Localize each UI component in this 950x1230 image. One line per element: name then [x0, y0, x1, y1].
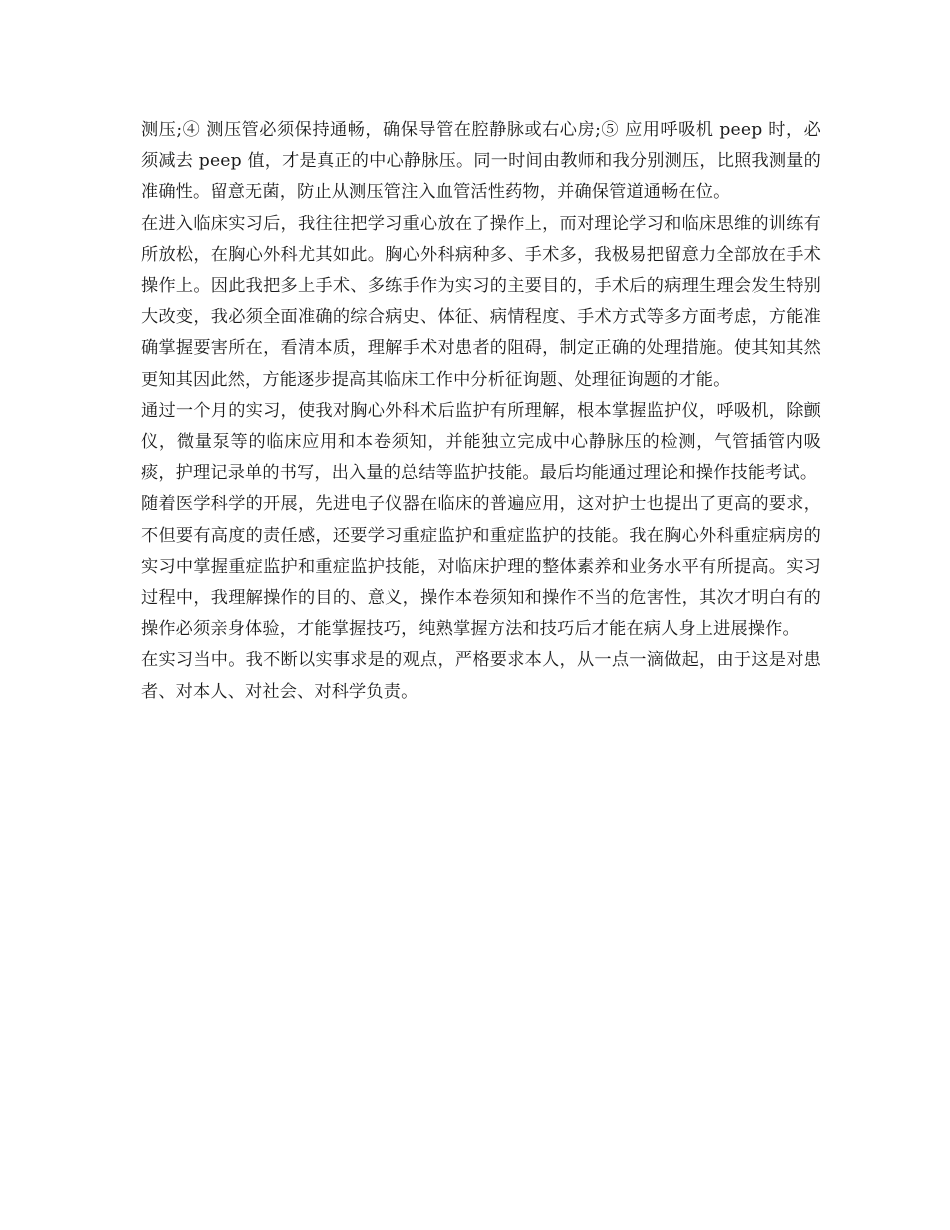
paragraph: 在实习当中。我不断以实事求是的观点，严格要求本人，从一点一滴做起，由于这是对患者、对本人、对社会、对科学负责。 [141, 650, 821, 702]
paragraph: 通过一个月的实习，使我对胸心外科术后监护有所理解，根本掌握监护仪，呼吸机，除颤仪，微量泵等的临床应用和本卷须知，并能独立完成中心静脉压的检测，气管插管内吸痰，护理记录单的书写，出入量的总结等监护技能。最后均能通过理论和操作技能考试。 [141, 400, 821, 484]
paragraph: 测压;④ 测压管必须保持通畅，确保导管在腔静脉或右心房;⑤ 应用呼吸机 peep 时，必须减去 peep 值，才是真正的中心静脉压。同一时间由教师和我分别测压，比照我测量的准确性。留意无菌，防止从测压管注入血管活性药物，并确保管道通畅在位。 [141, 120, 821, 203]
document-body [141, 115, 821, 708]
paragraph: 在进入临床实习后，我往往把学习重心放在了操作上，而对理论学习和临床思维的训练有所放松，在胸心外科尤其如此。胸心外科病种多、手术多，我极易把留意力全部放在手术操作上。因此我把多上手术、多练手作为实习的主要目的，手术后的病理生理会发生特别大改变，我必须全面准确的综合病史、体征、病情程度、手术方式等多方面考虑，方能准确掌握要害所在，看清本质，理解手术对患者的阻碍，制定正确的处理措施。使其知其然更知其因此然，方能逐步提高其临床工作中分析征询题、处理征询题的才能。 [141, 213, 821, 390]
paragraph: 随着医学科学的开展，先进电子仪器在临床的普遍应用，这对护士也提出了更高的要求，不但要有高度的责任感，还要学习重症监护和重症监护的技能。我在胸心外科重症病房的实习中掌握重症监护和重症监护技能，对临床护理的整体素养和业务水平有所提高。实习过程中，我理解操作的目的、意义，操作本卷须知和操作不当的危害性，其次才明白有的操作必须亲身体验，才能掌握技巧，纯熟掌握方法和技巧后才能在病人身上进展操作。 [141, 494, 821, 640]
